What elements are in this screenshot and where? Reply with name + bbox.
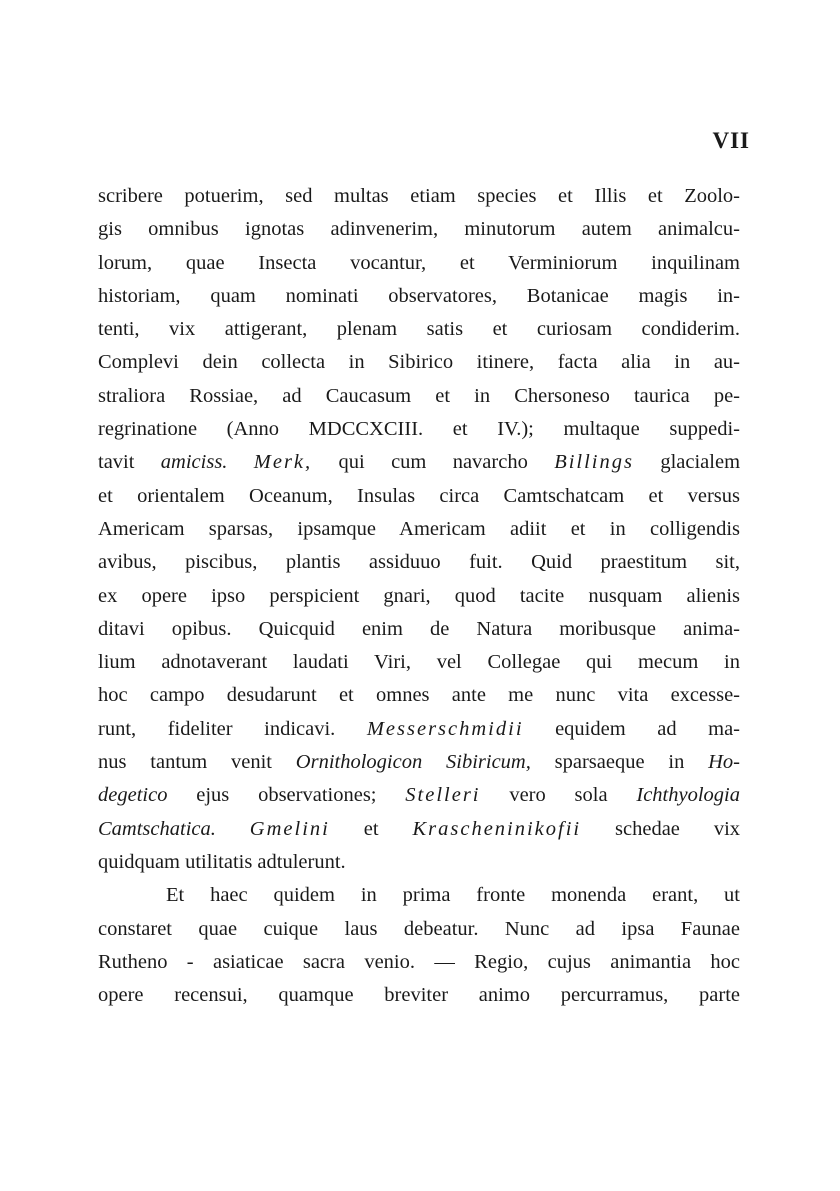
- text-line: regrinatione (Anno MDCCXCIII. et IV.); multaque suppedi-: [98, 418, 740, 441]
- text-line: Et haec quidem in prima fronte monenda erant, ut: [166, 884, 740, 907]
- title-camtschatica: Camtschatica.: [98, 817, 216, 840]
- text-line: tavit amiciss. Merk, qui cum navarcho Billings glacialem: [98, 451, 741, 474]
- name-messerschmidii: Messerschmidii: [366, 717, 524, 740]
- text-line: tenti, vix attigerant, plenam satis et curiosam condiderim.: [98, 318, 740, 341]
- text-line: nus tantum venit Ornithologicon Sibiricum, sparsaeque in Ho-: [98, 751, 741, 774]
- name-billings: Billings: [554, 451, 634, 474]
- text-line: Americam sparsas, ipsamque Americam adiit et in colligendis: [98, 517, 740, 540]
- text-line: historiam, quam nominati observatores, Botanicae magis in-: [98, 284, 740, 307]
- name-krascheninikofii: Krascheninikofii: [412, 817, 582, 840]
- text-line: quidquam utilitatis adtulerunt.: [98, 850, 346, 873]
- title-ornithologicon: Ornithologicon Sibiricum,: [295, 751, 531, 774]
- title-hodegetico-end: degetico: [98, 784, 168, 807]
- text-line: Rutheno - asiaticae sacra venio. — Regio, cujus animantia hoc: [98, 950, 740, 973]
- text-line: hoc campo desudarunt et omnes ante me nunc vita excesse-: [98, 684, 740, 707]
- title-hodegetico-start: Ho-: [708, 751, 741, 774]
- text-line: runt, fideliter indicavi. Messerschmidii equidem ad ma-: [98, 717, 740, 740]
- text-line: scribere potuerim, sed multas etiam species et Illis et Zoolo-: [98, 185, 740, 207]
- text-line: opere recensui, quamque breviter animo percurramus, parte: [98, 984, 740, 1007]
- title-ichthyologia: Ichthyologia: [636, 784, 740, 807]
- body-text: [98, 180, 740, 1012]
- text-line: ex opere ipso perspicient gnari, quod tacite nusquam alienis: [98, 584, 740, 607]
- text-line: constaret quae cuique laus debeatur. Nunc ad ipsa Faunae: [98, 917, 740, 940]
- page-number: VII: [712, 128, 750, 153]
- name-gmelini: Gmelini: [249, 817, 330, 840]
- text-line: lorum, quae Insecta vocantur, et Verminiorum inquilinam: [98, 251, 740, 274]
- text-line: avibus, piscibus, plantis assiduuo fuit. Quid praestitum sit,: [98, 551, 740, 574]
- name-merk: Merk,: [253, 451, 313, 474]
- text-line: Complevi dein collecta in Sibirico itinere, facta alia in au-: [98, 351, 740, 374]
- name-stelleri: Stelleri: [405, 784, 481, 807]
- text-line: et orientalem Oceanum, Insulas circa Camtschatcam et versus: [98, 484, 740, 507]
- text-line: straliora Rossiae, ad Caucasum et in Chersoneso taurica pe-: [98, 384, 740, 407]
- text-line: degetico ejus observationes; Stelleri vero sola Ichthyologia: [98, 784, 740, 807]
- abbreviation-amiciss: amiciss.: [160, 451, 228, 474]
- text-line: Camtschatica. Gmelini et Krascheninikofii schedae vix: [98, 817, 741, 840]
- text-line: ditavi opibus. Quicquid enim de Natura moribusque anima-: [98, 617, 740, 640]
- text-line: gis omnibus ignotas adinvenerim, minutorum autem animalcu-: [98, 218, 740, 241]
- text-line: lium adnotaverant laudati Viri, vel Collegae qui mecum in: [98, 651, 740, 674]
